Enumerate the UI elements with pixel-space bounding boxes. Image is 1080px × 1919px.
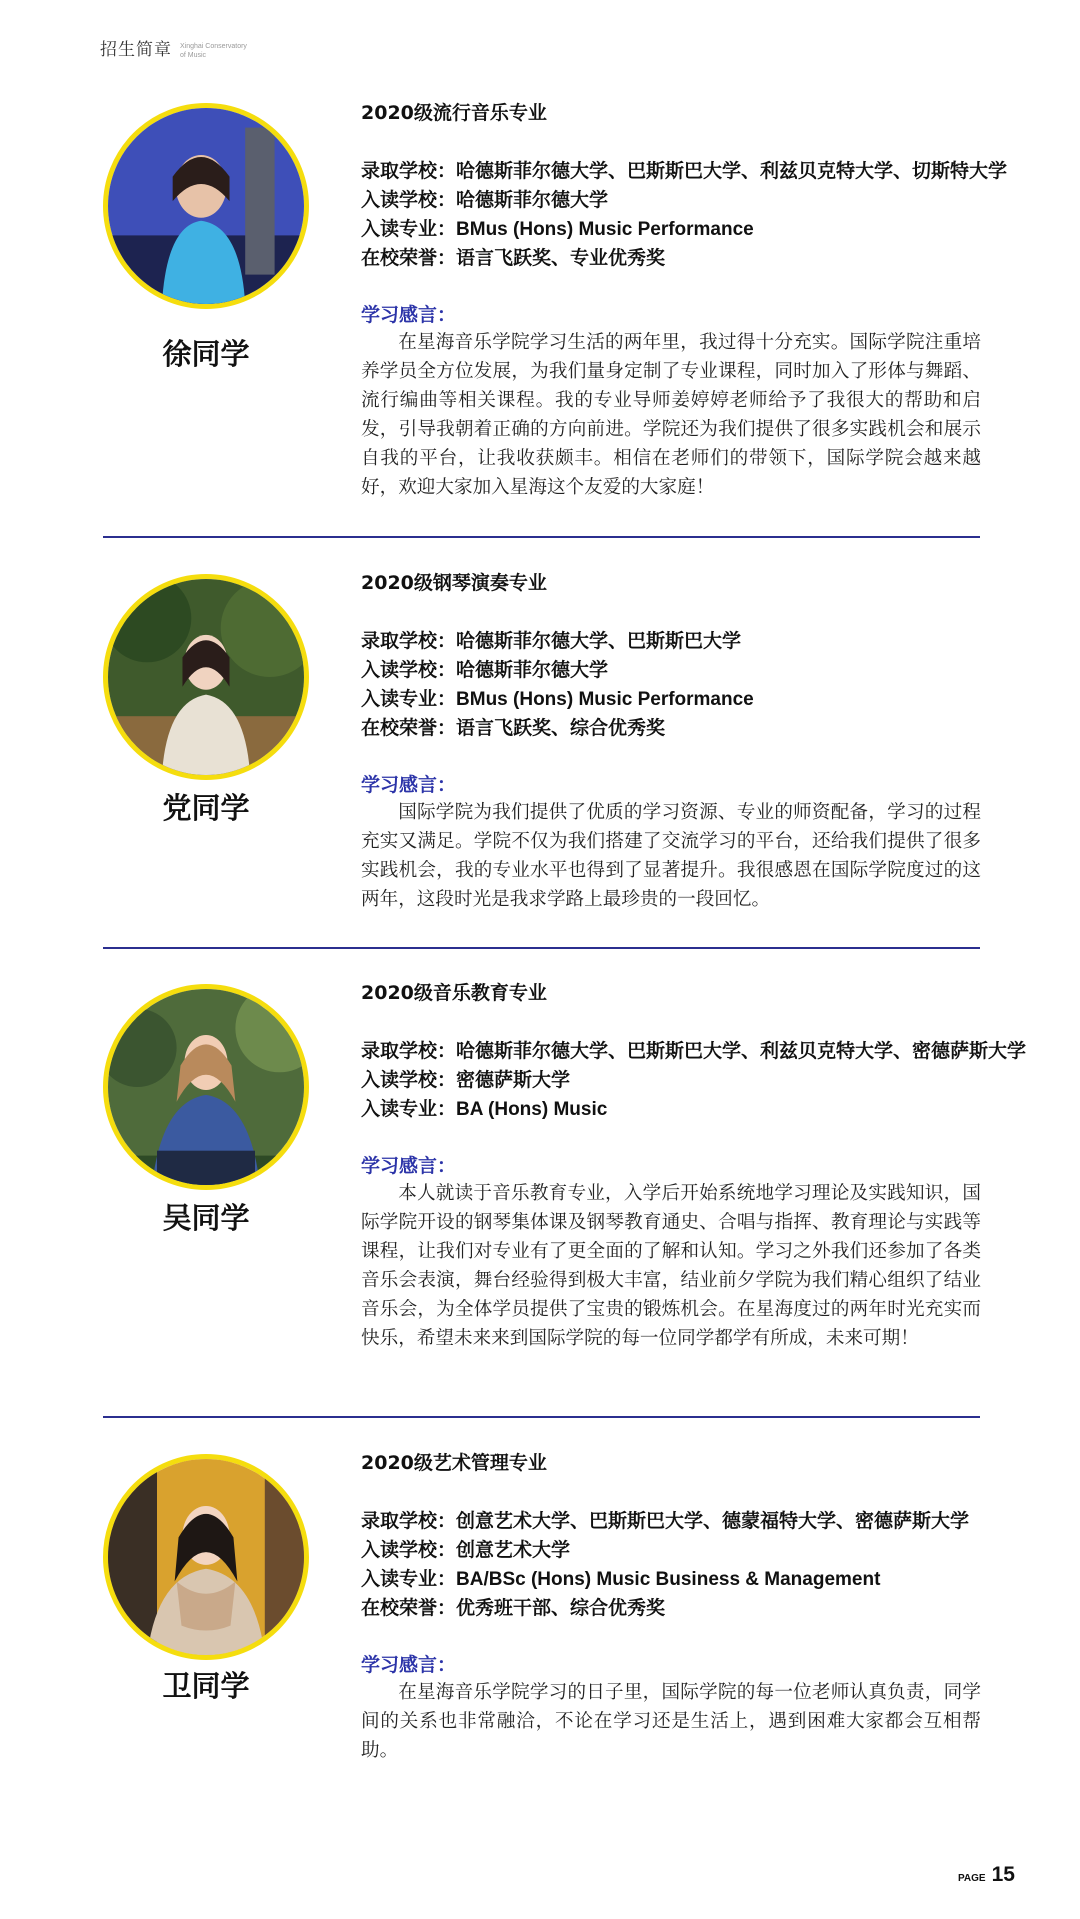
portrait-photo-icon bbox=[108, 108, 304, 304]
page-header bbox=[100, 38, 247, 62]
reflection-heading: 学习感言： bbox=[361, 1155, 457, 1177]
reflection-text: 在星海音乐学院学习的日子里，国际学院的每一位老师认真负责，同学间的关系也非常融洽，不论在学习还是生活上，遇到困难大家都会互相帮助。 bbox=[361, 1682, 981, 1761]
fact-enrolled-school: 入读学校：创意艺术大学 bbox=[361, 1539, 571, 1561]
student-name: 吴同学 bbox=[162, 1201, 250, 1235]
reflection-heading: 学习感言： bbox=[361, 304, 457, 326]
admission-facts bbox=[361, 627, 981, 743]
student-major: 2020级流行音乐专业 bbox=[361, 102, 547, 124]
reflection-text: 在星海音乐学院学习生活的两年里，我过得十分充实。国际学院注重培养学员全方位发展，为我们量身定制了专业课程，同时加入了形体与舞蹈、流行编曲等相关课程。我的专业导师姜婷婷老师给予了我很大的帮助和启发，引导我朝着正确的方向前进。学院还为我们提供了很多实践机会和展示自我的平台，让我收获颇丰。相信在老师们的带领下，国际学院会越来越好，欢迎大家加入星海这个友爱的大家庭！ bbox=[361, 332, 981, 498]
wordmark-line-1: Xinghai Conservatory bbox=[180, 43, 247, 50]
wordmark-line-2: of Music bbox=[180, 52, 207, 59]
fact-enrolled-major: 入读专业：BMus (Hons) Music Performance bbox=[361, 688, 754, 710]
admission-facts bbox=[361, 157, 1008, 273]
reflection-heading: 学习感言： bbox=[361, 1654, 457, 1676]
brochure-title: 招生简章 bbox=[100, 40, 172, 60]
fact-admitted-schools: 录取学校：哈德斯菲尔德大学、巴斯斯巴大学、利兹贝克特大学、密德萨斯大学 bbox=[361, 1040, 1027, 1062]
student-name: 卫同学 bbox=[162, 1669, 250, 1703]
admission-facts bbox=[361, 1507, 981, 1623]
fact-admitted-schools: 录取学校：创意艺术大学、巴斯斯巴大学、德蒙福特大学、密德萨斯大学 bbox=[361, 1510, 970, 1532]
fact-honors: 在校荣誉：语言飞跃奖、综合优秀奖 bbox=[361, 717, 666, 739]
section-divider bbox=[103, 536, 980, 538]
fact-honors: 在校荣誉：语言飞跃奖、专业优秀奖 bbox=[361, 247, 666, 269]
fact-enrolled-major: 入读专业：BMus (Hons) Music Performance bbox=[361, 218, 754, 240]
student-details bbox=[361, 1450, 981, 1765]
page-footer bbox=[958, 1863, 1015, 1887]
student-details bbox=[361, 980, 1027, 1353]
page-number: 15 bbox=[991, 1863, 1015, 1886]
student-major: 2020级音乐教育专业 bbox=[361, 982, 547, 1004]
fact-enrolled-school: 入读学校：密德萨斯大学 bbox=[361, 1069, 571, 1091]
fact-enrolled-major: 入读专业：BA (Hons) Music bbox=[361, 1098, 608, 1120]
fact-enrolled-school: 入读学校：哈德斯菲尔德大学 bbox=[361, 189, 609, 211]
admission-facts bbox=[361, 1037, 1027, 1124]
conservatory-wordmark bbox=[180, 42, 247, 60]
reflection-heading: 学习感言： bbox=[361, 774, 457, 796]
section-divider bbox=[103, 947, 980, 949]
reflection-text: 本人就读于音乐教育专业，入学后开始系统地学习理论及实践知识，国际学院开设的钢琴集体课及钢琴教育通史、合唱与指挥、教育理论与实践等课程，让我们对专业有了更全面的了解和认知。学习之外我们还参加了各类音乐会表演，舞台经验得到极大丰富，结业前夕学院为我们精心组织了结业音乐会，为全体学员提供了宝贵的锻炼机会。在星海度过的两年时光充实而快乐，希望未来来到国际学院的每一位同学都学有所成，未来可期！ bbox=[361, 1183, 981, 1349]
student-name: 徐同学 bbox=[162, 337, 250, 371]
portrait-photo-icon bbox=[108, 1459, 304, 1655]
student-major: 2020级钢琴演奏专业 bbox=[361, 572, 547, 594]
section-divider bbox=[103, 1416, 980, 1418]
fact-enrolled-school: 入读学校：哈德斯菲尔德大学 bbox=[361, 659, 609, 681]
student-major: 2020级艺术管理专业 bbox=[361, 1452, 547, 1474]
fact-enrolled-major: 入读专业：BA/BSc (Hons) Music Business & Management bbox=[361, 1568, 881, 1590]
fact-admitted-schools: 录取学校：哈德斯菲尔德大学、巴斯斯巴大学、利兹贝克特大学、切斯特大学 bbox=[361, 160, 1008, 182]
reflection-text: 国际学院为我们提供了优质的学习资源、专业的师资配备，学习的过程充实又满足。学院不仅为我们搭建了交流学习的平台，还给我们提供了很多实践机会，我的专业水平也得到了显著提升。我很感恩在国际学院度过的这两年，这段时光是我求学路上最珍贵的一段回忆。 bbox=[361, 802, 981, 910]
student-details bbox=[361, 570, 981, 914]
student-name: 党同学 bbox=[162, 791, 250, 825]
portrait-photo-icon bbox=[108, 989, 304, 1185]
student-avatar-photo bbox=[103, 574, 309, 780]
page-label: PAGE bbox=[958, 1873, 986, 1884]
student-avatar-photo bbox=[103, 1454, 309, 1660]
student-avatar-photo bbox=[103, 984, 309, 1190]
portrait-photo-icon bbox=[108, 579, 304, 775]
fact-honors: 在校荣誉：优秀班干部、综合优秀奖 bbox=[361, 1597, 666, 1619]
student-details bbox=[361, 100, 1008, 502]
student-avatar-photo bbox=[103, 103, 309, 309]
fact-admitted-schools: 录取学校：哈德斯菲尔德大学、巴斯斯巴大学 bbox=[361, 630, 742, 652]
